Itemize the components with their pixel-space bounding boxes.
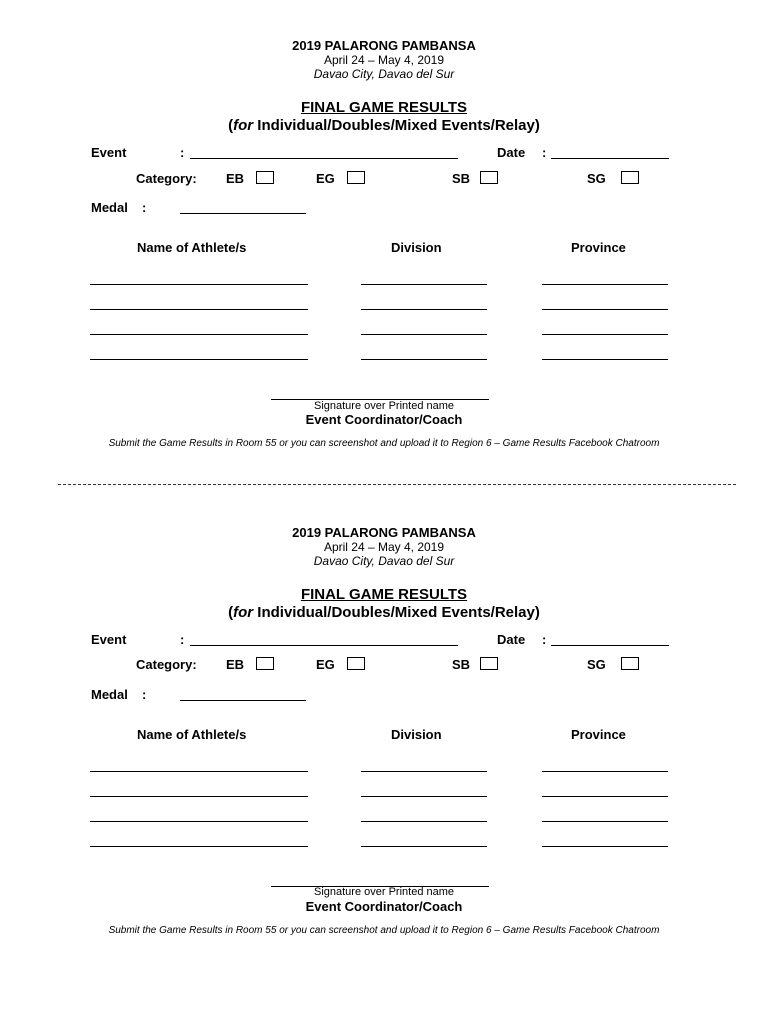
category-eb-checkbox[interactable]	[256, 657, 274, 670]
event-venue: Davao City, Davao del Sur	[313, 554, 455, 568]
cut-line-divider	[58, 484, 736, 485]
division-field-4[interactable]	[361, 846, 487, 847]
results-subtitle: (for Individual/Doubles/Mixed Events/Relay)	[228, 604, 540, 621]
category-eg-label: EG	[316, 657, 335, 672]
medal-label: Medal	[91, 200, 128, 215]
signature-caption: Signature over Printed name	[313, 400, 455, 412]
column-header-athletes: Name of Athlete/s	[137, 727, 247, 742]
date-colon: :	[542, 632, 547, 647]
province-field-3[interactable]	[542, 334, 668, 335]
submission-note: Submit the Game Results in Room 55 or you can screenshot and upload it to Region 6 – Game Results Facebook Chatroom	[108, 438, 660, 449]
athlete-field-4[interactable]	[90, 846, 308, 847]
division-field-3[interactable]	[361, 334, 487, 335]
category-eb-label: EB	[226, 171, 245, 186]
event-field[interactable]	[190, 158, 458, 159]
column-header-province: Province	[571, 727, 626, 742]
athlete-field-4[interactable]	[90, 359, 308, 360]
category-sg-label: SG	[587, 171, 606, 186]
date-colon: :	[542, 145, 547, 160]
signatory-title: Event Coordinator/Coach	[305, 899, 463, 914]
athlete-field-1[interactable]	[90, 771, 308, 772]
category-sb-label: SB	[452, 171, 471, 186]
event-label: Event	[91, 632, 127, 647]
category-eg-checkbox[interactable]	[347, 657, 365, 670]
category-sb-label: SB	[452, 657, 471, 672]
event-dates: April 24 – May 4, 2019	[323, 53, 445, 67]
results-title: FINAL GAME RESULTS	[300, 586, 468, 603]
province-field-4[interactable]	[542, 846, 668, 847]
medal-field[interactable]	[180, 700, 306, 701]
athlete-field-1[interactable]	[90, 284, 308, 285]
province-field-1[interactable]	[542, 771, 668, 772]
category-sg-checkbox[interactable]	[621, 657, 639, 670]
event-dates: April 24 – May 4, 2019	[323, 540, 445, 554]
division-field-1[interactable]	[361, 284, 487, 285]
date-label: Date	[497, 632, 526, 647]
category-sg-label: SG	[587, 657, 606, 672]
athlete-field-3[interactable]	[90, 334, 308, 335]
province-field-3[interactable]	[542, 821, 668, 822]
category-eg-label: EG	[316, 171, 335, 186]
category-sb-checkbox[interactable]	[480, 657, 498, 670]
division-field-4[interactable]	[361, 359, 487, 360]
category-label: Category:	[136, 171, 197, 186]
division-field-2[interactable]	[361, 796, 487, 797]
athlete-field-3[interactable]	[90, 821, 308, 822]
category-sb-checkbox[interactable]	[480, 171, 498, 184]
medal-colon: :	[142, 687, 147, 702]
category-eb-label: EB	[226, 657, 245, 672]
results-subtitle: (for Individual/Doubles/Mixed Events/Relay)	[228, 117, 540, 134]
province-field-4[interactable]	[542, 359, 668, 360]
column-header-province: Province	[571, 240, 626, 255]
category-eg-checkbox[interactable]	[347, 171, 365, 184]
province-field-1[interactable]	[542, 284, 668, 285]
results-form-1	[0, 0, 768, 470]
column-header-division: Division	[391, 727, 442, 742]
athlete-field-2[interactable]	[90, 796, 308, 797]
signatory-title: Event Coordinator/Coach	[305, 412, 463, 427]
medal-colon: :	[142, 200, 147, 215]
event-colon: :	[180, 632, 185, 647]
column-header-athletes: Name of Athlete/s	[137, 240, 247, 255]
category-label: Category:	[136, 657, 197, 672]
athlete-field-2[interactable]	[90, 309, 308, 310]
division-field-3[interactable]	[361, 821, 487, 822]
column-header-division: Division	[391, 240, 442, 255]
event-field[interactable]	[190, 645, 458, 646]
event-title: 2019 PALARONG PAMBANSA	[292, 38, 476, 53]
event-colon: :	[180, 145, 185, 160]
results-title: FINAL GAME RESULTS	[300, 99, 468, 116]
signature-caption: Signature over Printed name	[313, 886, 455, 898]
category-eb-checkbox[interactable]	[256, 171, 274, 184]
medal-label: Medal	[91, 687, 128, 702]
date-label: Date	[497, 145, 526, 160]
division-field-2[interactable]	[361, 309, 487, 310]
division-field-1[interactable]	[361, 771, 487, 772]
event-venue: Davao City, Davao del Sur	[313, 67, 455, 81]
province-field-2[interactable]	[542, 309, 668, 310]
results-form-2	[0, 487, 768, 957]
submission-note: Submit the Game Results in Room 55 or you can screenshot and upload it to Region 6 – Game Results Facebook Chatroom	[108, 925, 660, 936]
date-field[interactable]	[551, 645, 669, 646]
province-field-2[interactable]	[542, 796, 668, 797]
date-field[interactable]	[551, 158, 669, 159]
category-sg-checkbox[interactable]	[621, 171, 639, 184]
medal-field[interactable]	[180, 213, 306, 214]
event-label: Event	[91, 145, 127, 160]
event-title: 2019 PALARONG PAMBANSA	[292, 525, 476, 540]
